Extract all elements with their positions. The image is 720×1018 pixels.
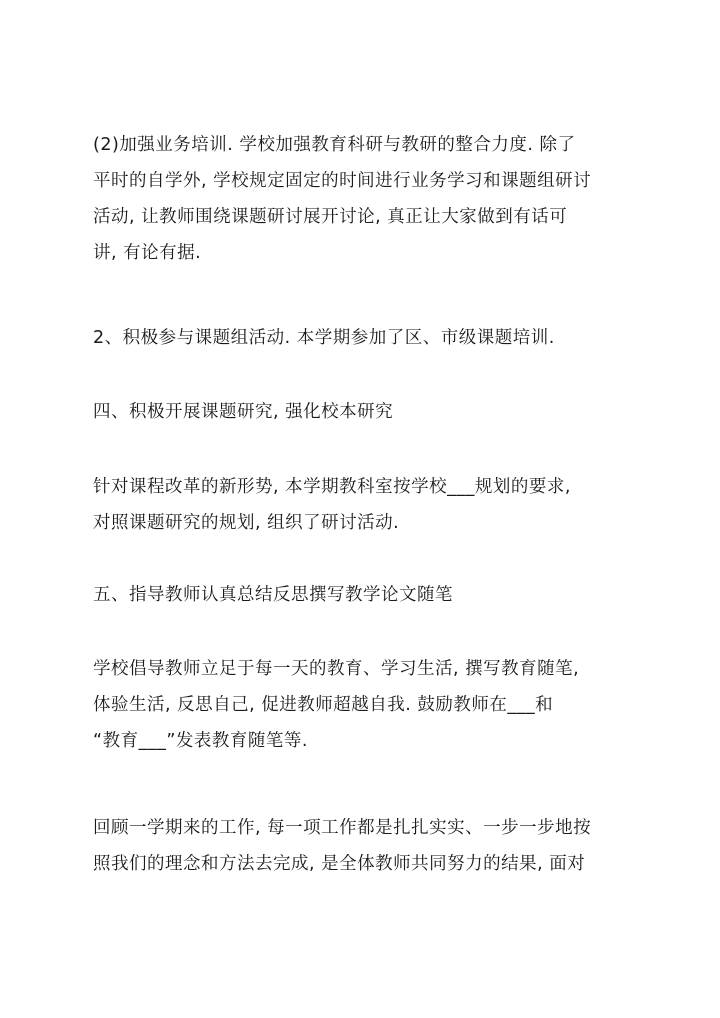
section-heading-five <box>93 577 653 613</box>
paragraph-business-training <box>93 127 653 271</box>
section-heading-four <box>93 394 653 430</box>
paragraph-teaching-essays <box>93 651 653 759</box>
text-line: 平时的自学外, 学校规定固定的时间进行业务学习和课题组研讨 <box>93 171 592 191</box>
text-line: “教育___”发表教育随笔等. <box>93 731 308 751</box>
text-line: (2)加强业务培训. 学校加强教育科研与教研的整合力度. 除了 <box>93 135 576 155</box>
paragraph-curriculum-reform <box>93 469 653 541</box>
paragraph-research-group <box>93 320 653 356</box>
text-line: 对照课题研究的规划, 组织了研讨活动. <box>93 513 400 533</box>
text-line: 针对课程改革的新形势, 本学期教科室按学校___规划的要求, <box>93 477 571 497</box>
text-line: 学校倡导教师立足于每一天的教育、学习生活, 撰写教育随笔, <box>93 659 580 679</box>
text-line: 回顾一学期来的工作, 每一项工作都是扎扎实实、一步一步地按 <box>93 818 592 838</box>
text-line: 讲, 有论有据. <box>93 243 202 263</box>
heading-line: 四、积极开展课题研究, 强化校本研究 <box>93 402 394 422</box>
text-line: 体验生活, 反思自己, 促进教师超越自我. 鼓励教师在___和 <box>93 695 554 715</box>
text-line: 活动, 让教师围绕课题研讨展开讨论, 真正让大家做到有话可 <box>93 207 568 227</box>
text-line: 照我们的理念和方法去完成, 是全体教师共同努力的结果, 面对 <box>93 854 586 874</box>
text-line: 2、积极参与课题组活动. 本学期参加了区、市级课题培训. <box>93 328 555 348</box>
paragraph-review <box>93 810 653 882</box>
heading-line: 五、指导教师认真总结反思撰写教学论文随笔 <box>93 585 453 605</box>
